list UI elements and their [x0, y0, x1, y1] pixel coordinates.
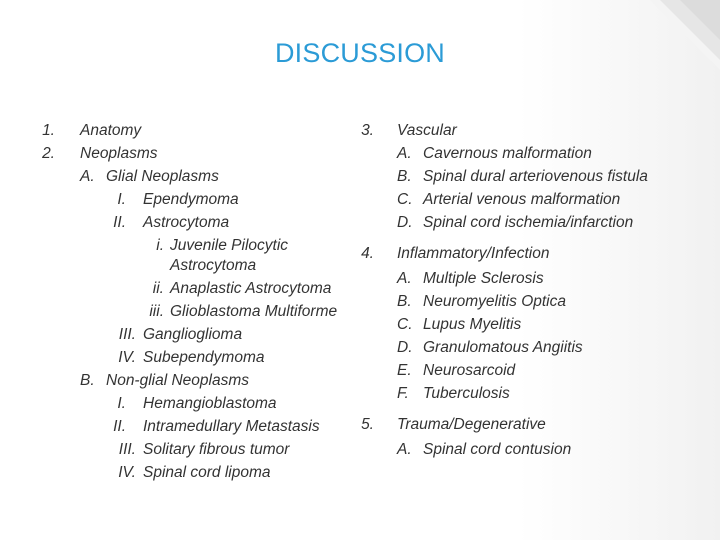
list-item-neoplasms: Neoplasms [80, 145, 158, 162]
roman-sub-numeral: i. [156, 237, 164, 254]
list-item-arterial-venous-malformation: Arterial venous malformation [423, 191, 621, 208]
roman-numeral: IV. [118, 464, 136, 481]
roman-numeral: I. [117, 191, 126, 208]
list-item-spinal-cord-lipoma: Spinal cord lipoma [143, 464, 271, 481]
sublist-letter: A. [397, 270, 412, 287]
list-item-multiple-sclerosis: Multiple Sclerosis [423, 270, 544, 287]
sublist-letter: B. [80, 372, 95, 389]
list-item-granulomatous-angiitis: Granulomatous Angiitis [423, 339, 583, 356]
non-glial-neoplasms-heading: Non-glial Neoplasms [106, 372, 250, 389]
sublist-letter: C. [397, 191, 413, 208]
list-item-spinal-cord-contusion: Spinal cord contusion [423, 441, 572, 458]
list-item-hemangioblastoma: Hemangioblastoma [143, 395, 277, 412]
sublist-letter: A. [80, 168, 95, 185]
roman-numeral: II. [113, 214, 126, 231]
section-heading-trauma: Trauma/Degenerative [397, 416, 546, 433]
list-item-solitary-fibrous-tumor: Solitary fibrous tumor [143, 441, 290, 458]
list-item-neurosarcoid: Neurosarcoid [423, 362, 516, 379]
sublist-letter: B. [397, 168, 412, 185]
sublist-letter: C. [397, 316, 413, 333]
list-item-ependymoma: Ependymoma [143, 191, 239, 208]
list-item-lupus-myelitis: Lupus Myelitis [423, 316, 522, 333]
sublist-letter: F. [397, 385, 409, 402]
list-number: 4. [361, 245, 374, 262]
list-number: 3. [361, 122, 374, 139]
section-heading-vascular: Vascular [397, 122, 457, 139]
list-item-subependymoma: Subependymoma [143, 349, 265, 366]
sublist-letter: D. [397, 339, 413, 356]
list-number: 5. [361, 416, 374, 433]
list-item-neuromyelitis-optica: Neuromyelitis Optica [423, 293, 566, 310]
list-item-intramedullary-metastasis: Intramedullary Metastasis [143, 418, 320, 435]
list-item-juvenile-pilocytic-cont: Astrocytoma [170, 257, 257, 274]
sublist-letter: A. [397, 441, 412, 458]
list-item-astrocytoma: Astrocytoma [143, 214, 230, 231]
roman-numeral: II. [113, 418, 126, 435]
roman-numeral: IV. [118, 349, 136, 366]
roman-sub-numeral: iii. [149, 303, 164, 320]
roman-numeral: III. [118, 441, 136, 458]
list-item-spinal-dural-avf: Spinal dural arteriovenous fistula [423, 168, 648, 185]
sublist-letter: B. [397, 293, 412, 310]
list-number: 2. [42, 145, 55, 162]
roman-numeral: I. [117, 395, 126, 412]
list-item-glioblastoma: Glioblastoma Multiforme [170, 303, 338, 320]
list-item-cavernous-malformation: Cavernous malformation [423, 145, 592, 162]
roman-numeral: III. [118, 326, 136, 343]
sublist-letter: E. [397, 362, 412, 379]
list-number: 1. [42, 122, 55, 139]
glial-neoplasms-heading: Glial Neoplasms [106, 168, 219, 185]
sublist-letter: D. [397, 214, 413, 231]
section-heading-inflammatory: Inflammatory/Infection [397, 245, 550, 262]
sublist-letter: A. [397, 145, 412, 162]
slide-title: DISCUSSION [274, 38, 446, 68]
list-item-anaplastic-astrocytoma: Anaplastic Astrocytoma [170, 280, 332, 297]
list-item-juvenile-pilocytic: Juvenile Pilocytic [170, 237, 289, 254]
list-item-tuberculosis: Tuberculosis [423, 385, 510, 402]
list-item-anatomy: Anatomy [80, 122, 142, 139]
list-item-ganglioglioma: Ganglioglioma [143, 326, 243, 343]
list-item-spinal-cord-ischemia: Spinal cord ischemia/infarction [423, 214, 634, 231]
roman-sub-numeral: ii. [152, 280, 164, 297]
